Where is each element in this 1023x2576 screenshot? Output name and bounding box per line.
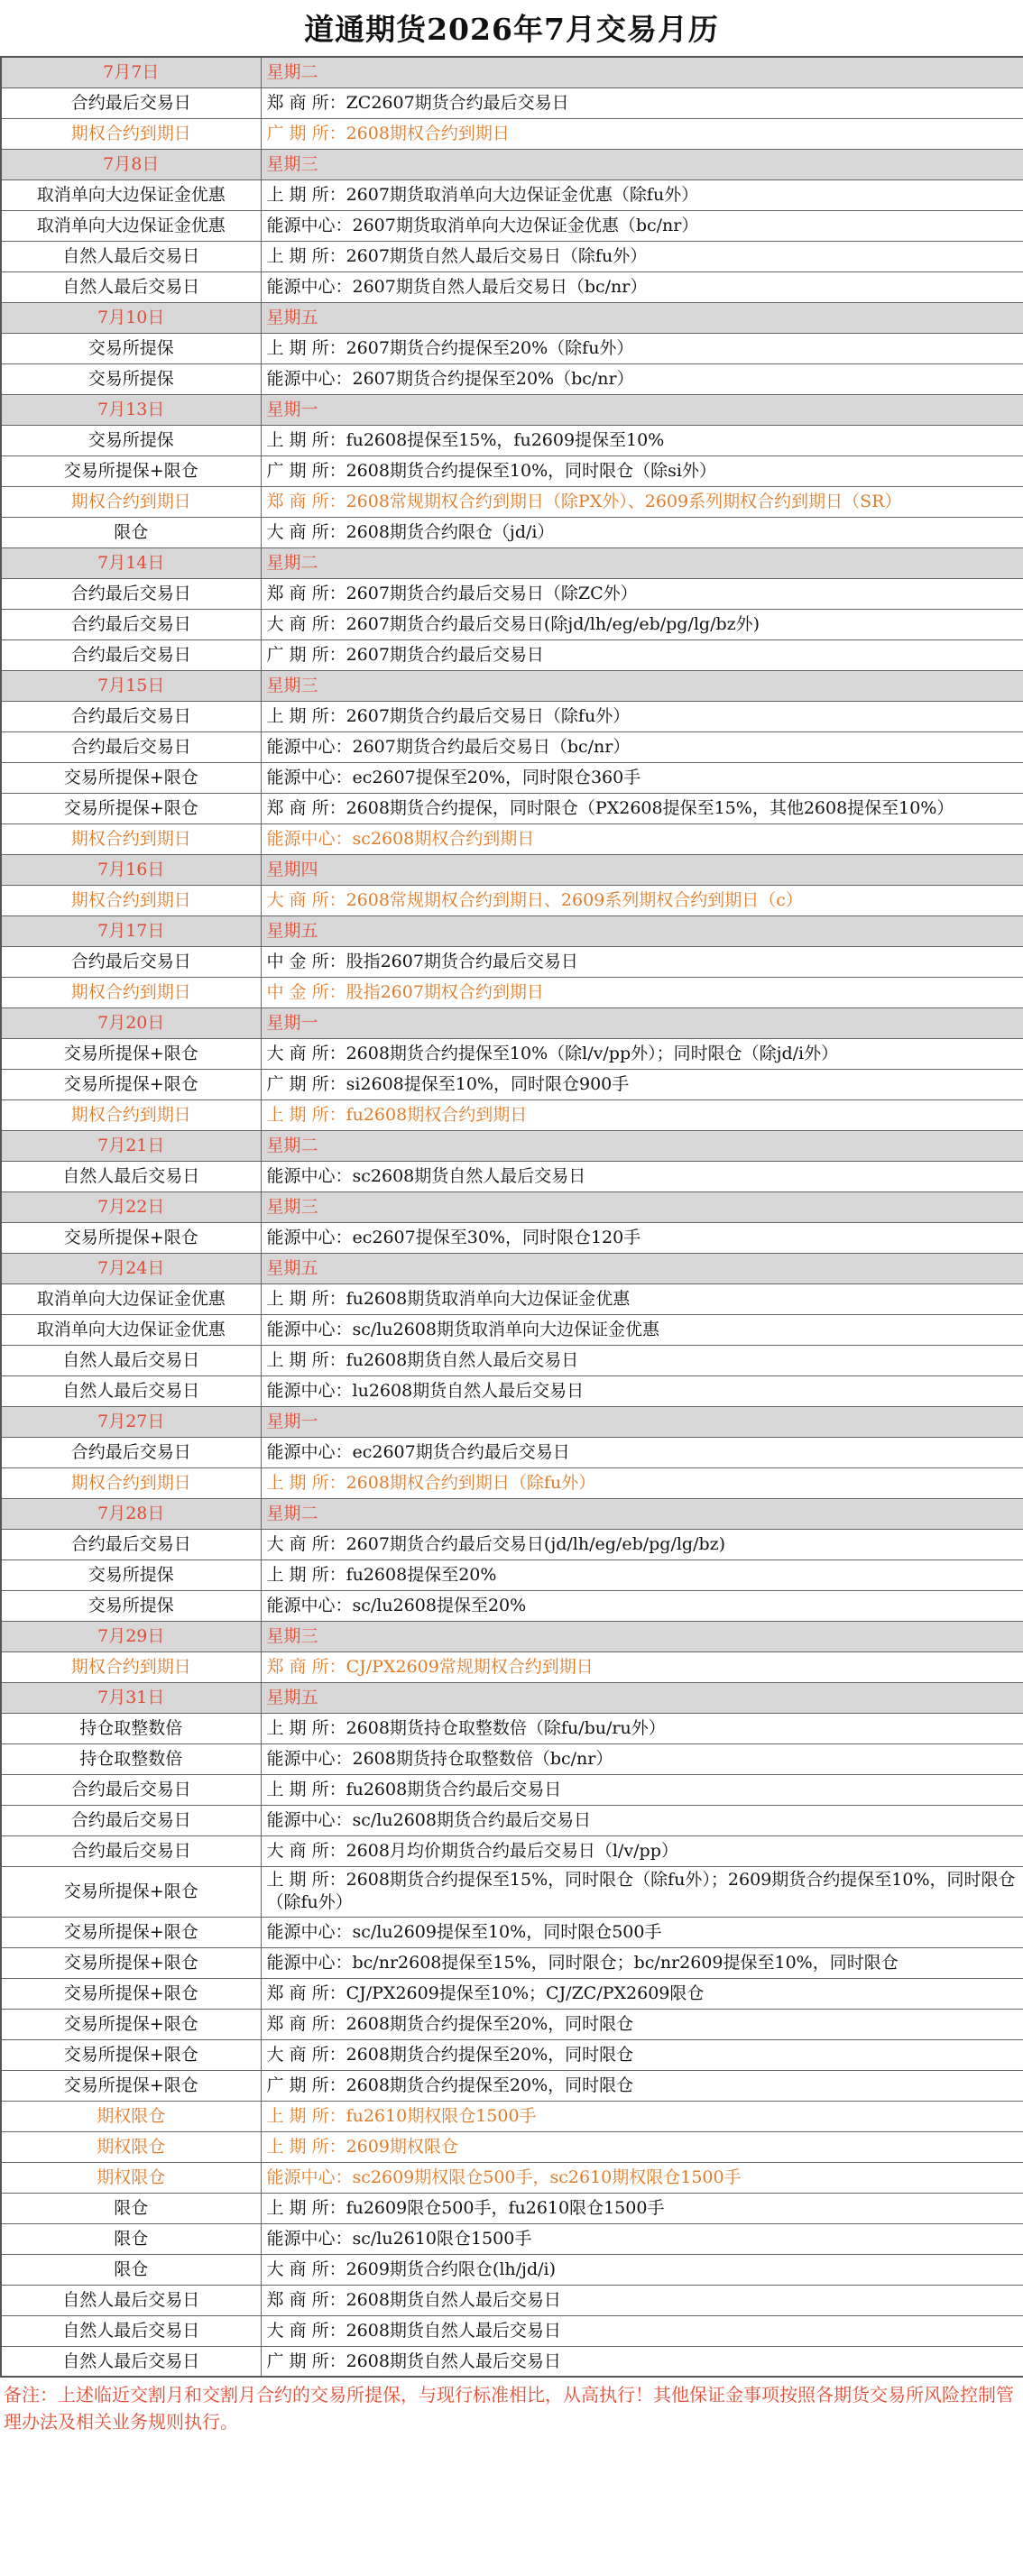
- detail-cell: 能源中心：2608期货持仓取整数倍（bc/nr）: [261, 1743, 1023, 1774]
- table-row: [1, 1314, 1023, 1345]
- category-cell: 合约最后交易日: [1, 701, 261, 731]
- option-row: [1, 1651, 1023, 1682]
- category-cell: 取消单向大边保证金优惠: [1, 179, 261, 210]
- category-cell: 自然人最后交易日: [1, 1375, 261, 1406]
- category-cell: 期权合约到期日: [1, 118, 261, 149]
- option-row: [1, 118, 1023, 149]
- option-row: [1, 823, 1023, 854]
- table-row: [1, 2223, 1023, 2254]
- table-row: [1, 1978, 1023, 2009]
- table-row: [1, 2346, 1023, 2377]
- detail-cell: 广 期 所：si2608提保至10%，同时限仓900手: [261, 1069, 1023, 1099]
- table-row: [1, 609, 1023, 639]
- category-cell: 合约最后交易日: [1, 639, 261, 670]
- detail-cell: 能源中心：ec2607期货合约最后交易日: [261, 1437, 1023, 1467]
- category-cell: 自然人最后交易日: [1, 241, 261, 271]
- calendar-body: [1, 57, 1023, 2377]
- date-cell: 7月29日: [1, 1621, 261, 1651]
- category-cell: 合约最后交易日: [1, 1437, 261, 1467]
- category-cell: 交易所提保: [1, 425, 261, 455]
- category-cell: 取消单向大边保证金优惠: [1, 210, 261, 241]
- table-row: [1, 2193, 1023, 2223]
- detail-cell: 郑 商 所：CJ/PX2609提保至10%；CJ/ZC/PX2609限仓: [261, 1978, 1023, 2009]
- table-row: [1, 1069, 1023, 1099]
- category-cell: 期权合约到期日: [1, 486, 261, 517]
- category-cell: 自然人最后交易日: [1, 1161, 261, 1191]
- detail-cell: 大 商 所：2608月均价期货合约最后交易日（l/v/pp）: [261, 1835, 1023, 1866]
- option-row: [1, 486, 1023, 517]
- option-row: [1, 2131, 1023, 2162]
- date-cell: 7月13日: [1, 394, 261, 425]
- detail-cell: 上 期 所：2607期货合约最后交易日（除fu外）: [261, 701, 1023, 731]
- weekday-cell: 星期三: [261, 149, 1023, 179]
- detail-cell: 上 期 所：fu2610期权限仓1500手: [261, 2101, 1023, 2131]
- category-cell: 交易所提保+限仓: [1, 2039, 261, 2070]
- table-row: [1, 1038, 1023, 1069]
- weekday-cell: 星期二: [261, 547, 1023, 578]
- table-row: [1, 1835, 1023, 1866]
- detail-cell: 能源中心：sc2608期货自然人最后交易日: [261, 1161, 1023, 1191]
- category-cell: 交易所提保+限仓: [1, 2009, 261, 2039]
- date-cell: 7月14日: [1, 547, 261, 578]
- date-row: [1, 547, 1023, 578]
- footnote: 备注：上述临近交割月和交割月合约的交易所提保，与现行标准相比，从高执行！其他保证金事项按照各期货交易所风险控制管理办法及相关业务规则执行。: [4, 2384, 1014, 2433]
- category-cell: 交易所提保+限仓: [1, 1917, 261, 1947]
- detail-cell: 能源中心：2607期货合约最后交易日（bc/nr）: [261, 731, 1023, 762]
- weekday-cell: 星期二: [261, 57, 1023, 87]
- category-cell: 持仓取整数倍: [1, 1713, 261, 1743]
- weekday-cell: 星期二: [261, 1130, 1023, 1161]
- category-cell: 交易所提保+限仓: [1, 1222, 261, 1253]
- category-cell: 合约最后交易日: [1, 1529, 261, 1559]
- weekday-cell: 星期三: [261, 1621, 1023, 1651]
- detail-cell: 上 期 所：2608期货持仓取整数倍（除fu/bu/ru外）: [261, 1713, 1023, 1743]
- date-cell: 7月28日: [1, 1498, 261, 1529]
- detail-cell: 能源中心：sc/lu2610限仓1500手: [261, 2223, 1023, 2254]
- detail-cell: 能源中心：sc/lu2608期货合约最后交易日: [261, 1805, 1023, 1835]
- category-cell: 合约最后交易日: [1, 946, 261, 977]
- category-cell: 交易所提保+限仓: [1, 1069, 261, 1099]
- weekday-cell: 星期一: [261, 1007, 1023, 1038]
- category-cell: 交易所提保+限仓: [1, 1978, 261, 2009]
- table-row: [1, 578, 1023, 609]
- table-row: [1, 241, 1023, 271]
- table-row: [1, 210, 1023, 241]
- weekday-cell: 星期二: [261, 1498, 1023, 1529]
- category-cell: 期权合约到期日: [1, 977, 261, 1007]
- detail-cell: 上 期 所：fu2608期货取消单向大边保证金优惠: [261, 1283, 1023, 1314]
- option-row: [1, 1099, 1023, 1130]
- detail-cell: 大 商 所：2609期货合约限仓(lh/jd/i): [261, 2254, 1023, 2285]
- date-row: [1, 57, 1023, 87]
- weekday-cell: 星期四: [261, 854, 1023, 885]
- category-cell: 限仓: [1, 517, 261, 547]
- date-cell: 7月10日: [1, 302, 261, 333]
- category-cell: 自然人最后交易日: [1, 2315, 261, 2346]
- detail-cell: 广 期 所：2608期权合约到期日: [261, 118, 1023, 149]
- category-cell: 交易所提保+限仓: [1, 1038, 261, 1069]
- category-cell: 合约最后交易日: [1, 1805, 261, 1835]
- category-cell: 交易所提保: [1, 1559, 261, 1590]
- detail-cell: 上 期 所：2609期权限仓: [261, 2131, 1023, 2162]
- table-row: [1, 1345, 1023, 1375]
- table-row: [1, 1774, 1023, 1805]
- detail-cell: 能源中心：bc/nr2608提保至15%，同时限仓；bc/nr2609提保至10%，同时限仓: [261, 1947, 1023, 1978]
- detail-cell: 大 商 所：2608期货自然人最后交易日: [261, 2315, 1023, 2346]
- table-row: [1, 639, 1023, 670]
- detail-cell: 能源中心：2607期货合约提保至20%（bc/nr）: [261, 363, 1023, 394]
- category-cell: 合约最后交易日: [1, 578, 261, 609]
- detail-cell: 郑 商 所：2608常规期权合约到期日（除PX外）、2609系列期权合约到期日（SR）: [261, 486, 1023, 517]
- table-row: [1, 1559, 1023, 1590]
- detail-cell: 上 期 所：fu2608提保至20%: [261, 1559, 1023, 1590]
- calendar-table: [0, 56, 1023, 2378]
- detail-cell: 大 商 所：2608期货合约提保至20%，同时限仓: [261, 2039, 1023, 2070]
- date-cell: 7月7日: [1, 57, 261, 87]
- detail-cell: 郑 商 所：2608期货自然人最后交易日: [261, 2285, 1023, 2315]
- date-cell: 7月16日: [1, 854, 261, 885]
- category-cell: 期权限仓: [1, 2101, 261, 2131]
- table-row: [1, 1529, 1023, 1559]
- category-cell: 持仓取整数倍: [1, 1743, 261, 1774]
- page-title: 道通期货2026年7月交易月历: [304, 12, 719, 47]
- detail-cell: 上 期 所：2608期货合约提保至15%，同时限仓（除fu外）；2609期货合约提保至10%，同时限仓（除fu外）: [261, 1866, 1023, 1917]
- category-cell: 交易所提保+限仓: [1, 793, 261, 823]
- date-row: [1, 1253, 1023, 1283]
- table-row: [1, 1161, 1023, 1191]
- category-cell: 期权合约到期日: [1, 823, 261, 854]
- detail-cell: 能源中心：sc/lu2608期货取消单向大边保证金优惠: [261, 1314, 1023, 1345]
- table-row: [1, 701, 1023, 731]
- weekday-cell: 星期五: [261, 302, 1023, 333]
- detail-cell: 能源中心：ec2607提保至20%，同时限仓360手: [261, 762, 1023, 793]
- date-row: [1, 915, 1023, 946]
- detail-cell: 上 期 所：2607期货取消单向大边保证金优惠（除fu外）: [261, 179, 1023, 210]
- detail-cell: 大 商 所：2608期货合约提保至10%（除l/v/pp外）；同时限仓（除jd/i外）: [261, 1038, 1023, 1069]
- category-cell: 合约最后交易日: [1, 731, 261, 762]
- category-cell: 限仓: [1, 2254, 261, 2285]
- date-row: [1, 1682, 1023, 1713]
- table-row: [1, 87, 1023, 118]
- detail-cell: 能源中心：2607期货取消单向大边保证金优惠（bc/nr）: [261, 210, 1023, 241]
- detail-cell: 郑 商 所：ZC2607期货合约最后交易日: [261, 87, 1023, 118]
- date-cell: 7月21日: [1, 1130, 261, 1161]
- weekday-cell: 星期五: [261, 1253, 1023, 1283]
- table-row: [1, 1283, 1023, 1314]
- date-row: [1, 302, 1023, 333]
- table-row: [1, 179, 1023, 210]
- category-cell: 期权合约到期日: [1, 885, 261, 915]
- date-row: [1, 1130, 1023, 1161]
- table-row: [1, 1917, 1023, 1947]
- category-cell: 合约最后交易日: [1, 1835, 261, 1866]
- category-cell: 自然人最后交易日: [1, 1345, 261, 1375]
- date-row: [1, 1498, 1023, 1529]
- category-cell: 交易所提保+限仓: [1, 1947, 261, 1978]
- detail-cell: 中 金 所：股指2607期权合约到期日: [261, 977, 1023, 1007]
- table-row: [1, 1437, 1023, 1467]
- table-row: [1, 762, 1023, 793]
- weekday-cell: 星期五: [261, 915, 1023, 946]
- date-row: [1, 1191, 1023, 1222]
- detail-cell: 能源中心：sc/lu2609提保至10%，同时限仓500手: [261, 1917, 1023, 1947]
- option-row: [1, 2101, 1023, 2131]
- detail-cell: 郑 商 所：2607期货合约最后交易日（除ZC外）: [261, 578, 1023, 609]
- date-cell: 7月20日: [1, 1007, 261, 1038]
- date-row: [1, 1621, 1023, 1651]
- detail-cell: 上 期 所：fu2608期权合约到期日: [261, 1099, 1023, 1130]
- detail-cell: 郑 商 所：2608期货合约提保至20%，同时限仓: [261, 2009, 1023, 2039]
- category-cell: 取消单向大边保证金优惠: [1, 1283, 261, 1314]
- detail-cell: 大 商 所：2608常规期权合约到期日、2609系列期权合约到期日（c）: [261, 885, 1023, 915]
- detail-cell: 广 期 所：2608期货合约提保至20%，同时限仓: [261, 2070, 1023, 2101]
- date-row: [1, 1007, 1023, 1038]
- table-row: [1, 2070, 1023, 2101]
- table-row: [1, 333, 1023, 363]
- date-cell: 7月31日: [1, 1682, 261, 1713]
- detail-cell: 能源中心：sc/lu2608提保至20%: [261, 1590, 1023, 1621]
- category-cell: 合约最后交易日: [1, 1774, 261, 1805]
- option-row: [1, 1467, 1023, 1498]
- detail-cell: 能源中心：sc2609期权限仓500手，sc2610期权限仓1500手: [261, 2162, 1023, 2193]
- weekday-cell: 星期三: [261, 1191, 1023, 1222]
- table-row: [1, 1222, 1023, 1253]
- detail-cell: 能源中心：lu2608期货自然人最后交易日: [261, 1375, 1023, 1406]
- table-row: [1, 1743, 1023, 1774]
- weekday-cell: 星期一: [261, 1406, 1023, 1437]
- category-cell: 期权合约到期日: [1, 1099, 261, 1130]
- table-row: [1, 2009, 1023, 2039]
- category-cell: 交易所提保+限仓: [1, 455, 261, 486]
- table-row: [1, 1947, 1023, 1978]
- detail-cell: 能源中心：sc2608期权合约到期日: [261, 823, 1023, 854]
- detail-cell: 能源中心：ec2607提保至30%，同时限仓120手: [261, 1222, 1023, 1253]
- option-row: [1, 885, 1023, 915]
- table-row: [1, 1866, 1023, 1917]
- detail-cell: 上 期 所：fu2608提保至15%，fu2609提保至10%: [261, 425, 1023, 455]
- detail-cell: 广 期 所：2608期货合约提保至10%，同时限仓（除si外）: [261, 455, 1023, 486]
- category-cell: 交易所提保+限仓: [1, 1866, 261, 1917]
- date-cell: 7月15日: [1, 670, 261, 701]
- category-cell: 自然人最后交易日: [1, 271, 261, 302]
- detail-cell: 大 商 所：2607期货合约最后交易日(jd/lh/eg/eb/pg/lg/bz): [261, 1529, 1023, 1559]
- table-row: [1, 455, 1023, 486]
- date-row: [1, 854, 1023, 885]
- table-row: [1, 731, 1023, 762]
- detail-cell: 能源中心：2607期货自然人最后交易日（bc/nr）: [261, 271, 1023, 302]
- table-row: [1, 946, 1023, 977]
- date-cell: 7月24日: [1, 1253, 261, 1283]
- detail-cell: 大 商 所：2608期货合约限仓（jd/i）: [261, 517, 1023, 547]
- date-row: [1, 149, 1023, 179]
- table-row: [1, 363, 1023, 394]
- category-cell: 限仓: [1, 2223, 261, 2254]
- table-row: [1, 2039, 1023, 2070]
- detail-cell: 广 期 所：2607期货合约最后交易日: [261, 639, 1023, 670]
- weekday-cell: 星期五: [261, 1682, 1023, 1713]
- detail-cell: 上 期 所：fu2609限仓500手，fu2610限仓1500手: [261, 2193, 1023, 2223]
- table-row: [1, 1713, 1023, 1743]
- category-cell: 交易所提保+限仓: [1, 2070, 261, 2101]
- date-row: [1, 670, 1023, 701]
- detail-cell: 广 期 所：2608期货自然人最后交易日: [261, 2346, 1023, 2377]
- category-cell: 交易所提保: [1, 1590, 261, 1621]
- category-cell: 限仓: [1, 2193, 261, 2223]
- detail-cell: 大 商 所：2607期货合约最后交易日(除jd/lh/eg/eb/pg/lg/bz外): [261, 609, 1023, 639]
- table-row: [1, 1805, 1023, 1835]
- detail-cell: 郑 商 所：CJ/PX2609常规期权合约到期日: [261, 1651, 1023, 1682]
- date-cell: 7月8日: [1, 149, 261, 179]
- category-cell: 期权合约到期日: [1, 1467, 261, 1498]
- category-cell: 期权限仓: [1, 2162, 261, 2193]
- table-row: [1, 793, 1023, 823]
- category-cell: 取消单向大边保证金优惠: [1, 1314, 261, 1345]
- date-cell: 7月22日: [1, 1191, 261, 1222]
- category-cell: 期权限仓: [1, 2131, 261, 2162]
- category-cell: 自然人最后交易日: [1, 2285, 261, 2315]
- date-cell: 7月27日: [1, 1406, 261, 1437]
- table-row: [1, 2254, 1023, 2285]
- category-cell: 期权合约到期日: [1, 1651, 261, 1682]
- date-row: [1, 1406, 1023, 1437]
- detail-cell: 上 期 所：fu2608期货合约最后交易日: [261, 1774, 1023, 1805]
- detail-cell: 上 期 所：2607期货自然人最后交易日（除fu外）: [261, 241, 1023, 271]
- category-cell: 交易所提保+限仓: [1, 762, 261, 793]
- table-row: [1, 2315, 1023, 2346]
- detail-cell: 上 期 所：2608期权合约到期日（除fu外）: [261, 1467, 1023, 1498]
- table-row: [1, 271, 1023, 302]
- weekday-cell: 星期三: [261, 670, 1023, 701]
- table-row: [1, 1375, 1023, 1406]
- detail-cell: 郑 商 所：2608期货合约提保，同时限仓（PX2608提保至15%，其他2608提保至10%）: [261, 793, 1023, 823]
- detail-cell: 上 期 所：2607期货合约提保至20%（除fu外）: [261, 333, 1023, 363]
- table-row: [1, 517, 1023, 547]
- category-cell: 自然人最后交易日: [1, 2346, 261, 2377]
- category-cell: 合约最后交易日: [1, 87, 261, 118]
- category-cell: 交易所提保: [1, 363, 261, 394]
- table-row: [1, 1590, 1023, 1621]
- option-row: [1, 977, 1023, 1007]
- table-row: [1, 425, 1023, 455]
- date-cell: 7月17日: [1, 915, 261, 946]
- category-cell: 交易所提保: [1, 333, 261, 363]
- date-row: [1, 394, 1023, 425]
- weekday-cell: 星期一: [261, 394, 1023, 425]
- category-cell: 合约最后交易日: [1, 609, 261, 639]
- detail-cell: 中 金 所：股指2607期货合约最后交易日: [261, 946, 1023, 977]
- table-row: [1, 2285, 1023, 2315]
- option-row: [1, 2162, 1023, 2193]
- detail-cell: 上 期 所：fu2608期货自然人最后交易日: [261, 1345, 1023, 1375]
